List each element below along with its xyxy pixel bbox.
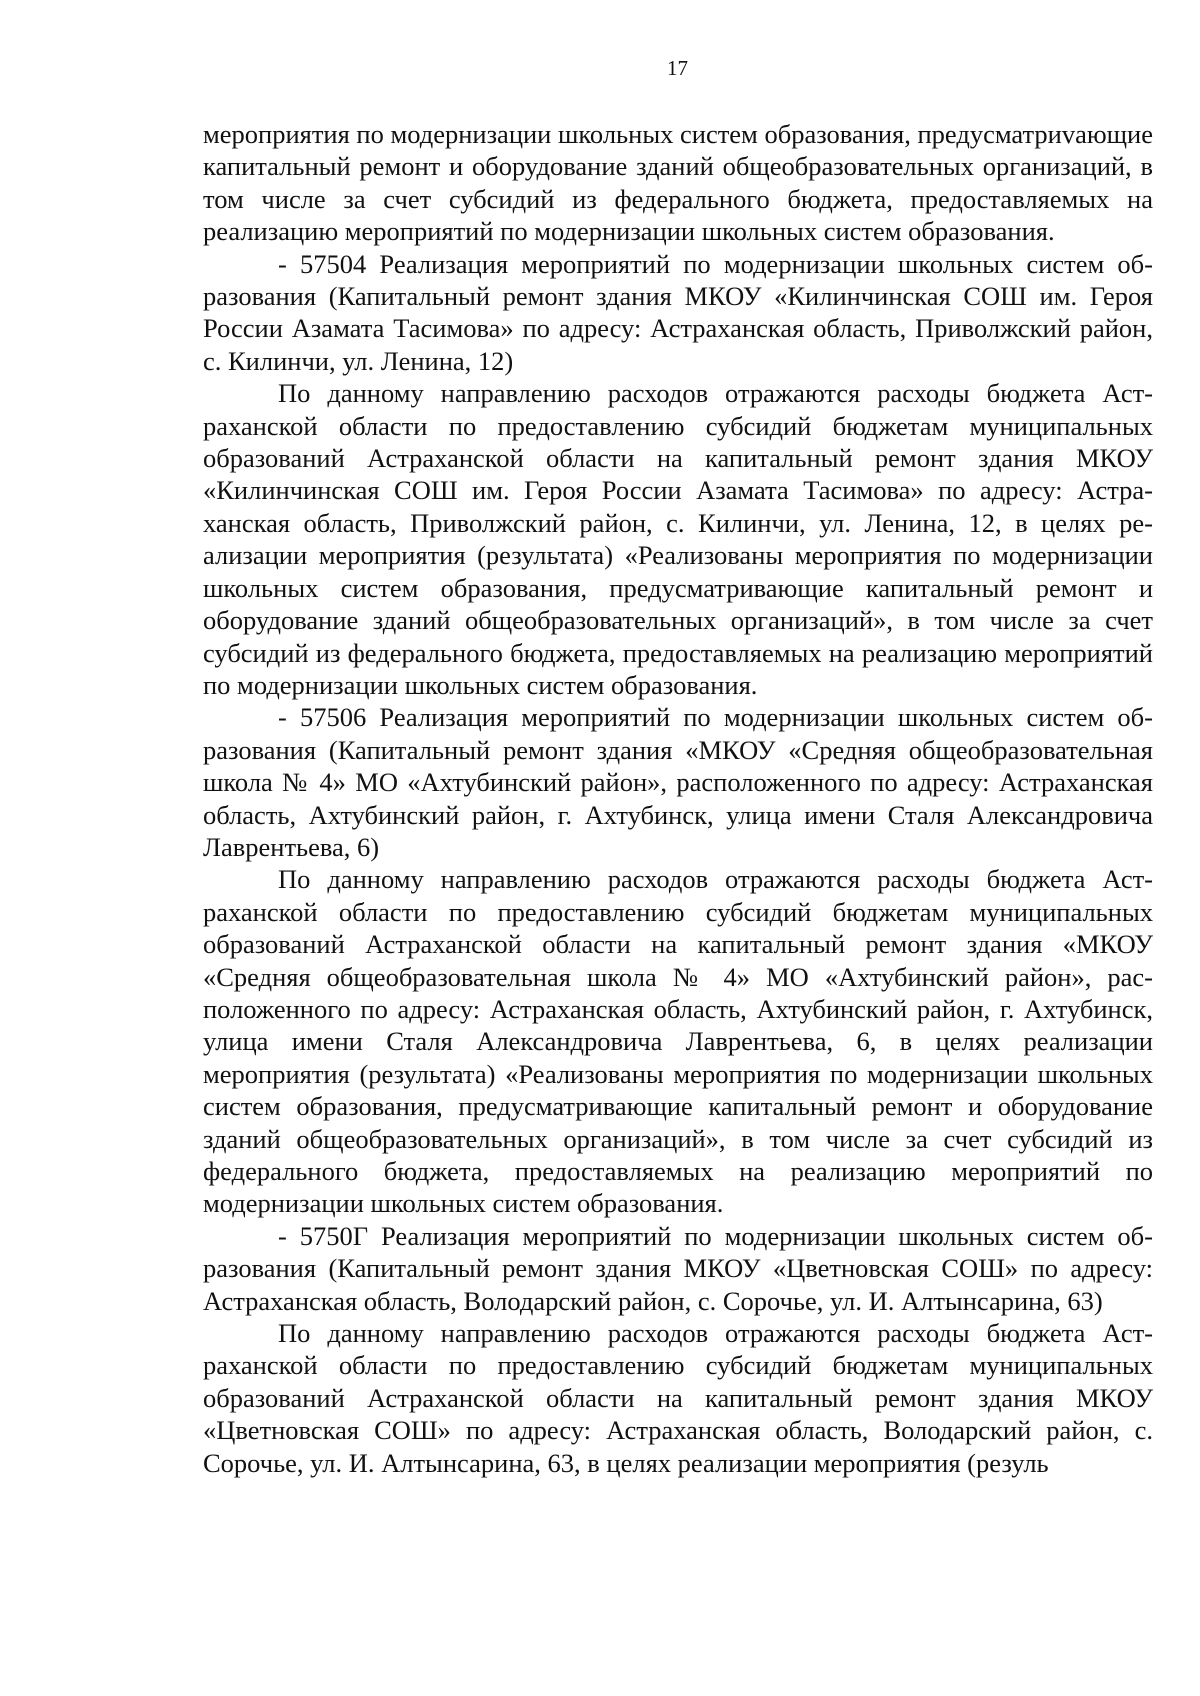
paragraph-continuation: мероприятия по модернизации школьных систем образования, предусматриvающие капитальный ремонт и оборудование зданий общеобразовательных организаций, в том числе за счет субсидий из федерального бюджета, предоставляемых на реализацию мероприятий по модернизации школьных систем образования. <box>203 119 1153 247</box>
page-number: 17 <box>667 56 688 80</box>
paragraph-description-57506: По данному направлению расходов отражаются расходы бюджета Астраханской области по предоставлению субсидий бюджетам муниципальных образований Астраханской области на капитальный ремонт здания «МКОУ «Средняя общеобразовательная школа № 4» МО «Ахтубинский район», расположенного по адресу: Астраханская область, Ахтубинский район, г. Ахтубинск, улица имени Сталя Александровича Лаврентьева, 6, в целях реализации мероприятия (результата) «Реализованы мероприятия по модернизации школьных систем образования, предусматривающие капитальный ремонт и оборудование зданий общеобразовательных организаций», в том числе за счет субсидий из федерального бюджета, предоставляемых на реализацию мероприятий по модернизации школьных систем образования. <box>203 864 1153 1219</box>
document-body <box>203 118 1153 1479</box>
paragraph-item-57504: - 57504 Реализация мероприятий по модернизации школьных систем образования (Капитальный ремонт здания МКОУ «Килинчинская СОШ им. Героя России Азамата Тасимова» по адресу: Астраханская область, Приволжский район, с. Килинчи, ул. Ленина, 12) <box>203 248 1153 376</box>
paragraph-description-5750g: По данному направлению расходов отражаются расходы бюджета Астраханской области по предоставлению субсидий бюджетам муниципальных образований Астраханской области на капитальный ремонт здания МКОУ «Цветновская СОШ» по адресу: Астраханская область, Володарский район, с. Сорочье, ул. И. Алтынсарина, 63, в целях реализации мероприятия (резуль <box>203 1318 1153 1478</box>
paragraph-item-57506: - 57506 Реализация мероприятий по модернизации школьных систем образования (Капитальный ремонт здания «МКОУ «Средняя общеобразовательная школа № 4» МО «Ахтубинский район», расположенного по адресу: Астраханская область, Ахтубинский район, г. Ахтубинск, улица имени Сталя Александровича Лаврентьева, 6) <box>203 702 1153 862</box>
paragraph-description-57504: По данному направлению расходов отражаются расходы бюджета Астраханской области по предоставлению субсидий бюджетам муниципальных образований Астраханской области на капитальный ремонт здания МКОУ «Килинчинская СОШ им. Героя России Азамата Тасимова» по адресу: Астраханская область, Приволжский район, с. Килинчи, ул. Ленина, 12, в целях реализации мероприятия (результата) «Реализованы мероприятия по модернизации школьных систем образования, предусматривающие капитальный ремонт и оборудование зданий общеобразовательных организаций», в том числе за счет субсидий из федерального бюджета, предоставляемых на реализацию мероприятий по модернизации школьных систем образования. <box>203 378 1153 700</box>
paragraph-item-5750g: - 5750Г Реализация мероприятий по модернизации школьных систем образования (Капитальный ремонт здания МКОУ «Цветновская СОШ» по адресу: Астраханская область, Володарский район, с. Сорочье, ул. И. Алтынсарина, 63) <box>203 1220 1153 1316</box>
